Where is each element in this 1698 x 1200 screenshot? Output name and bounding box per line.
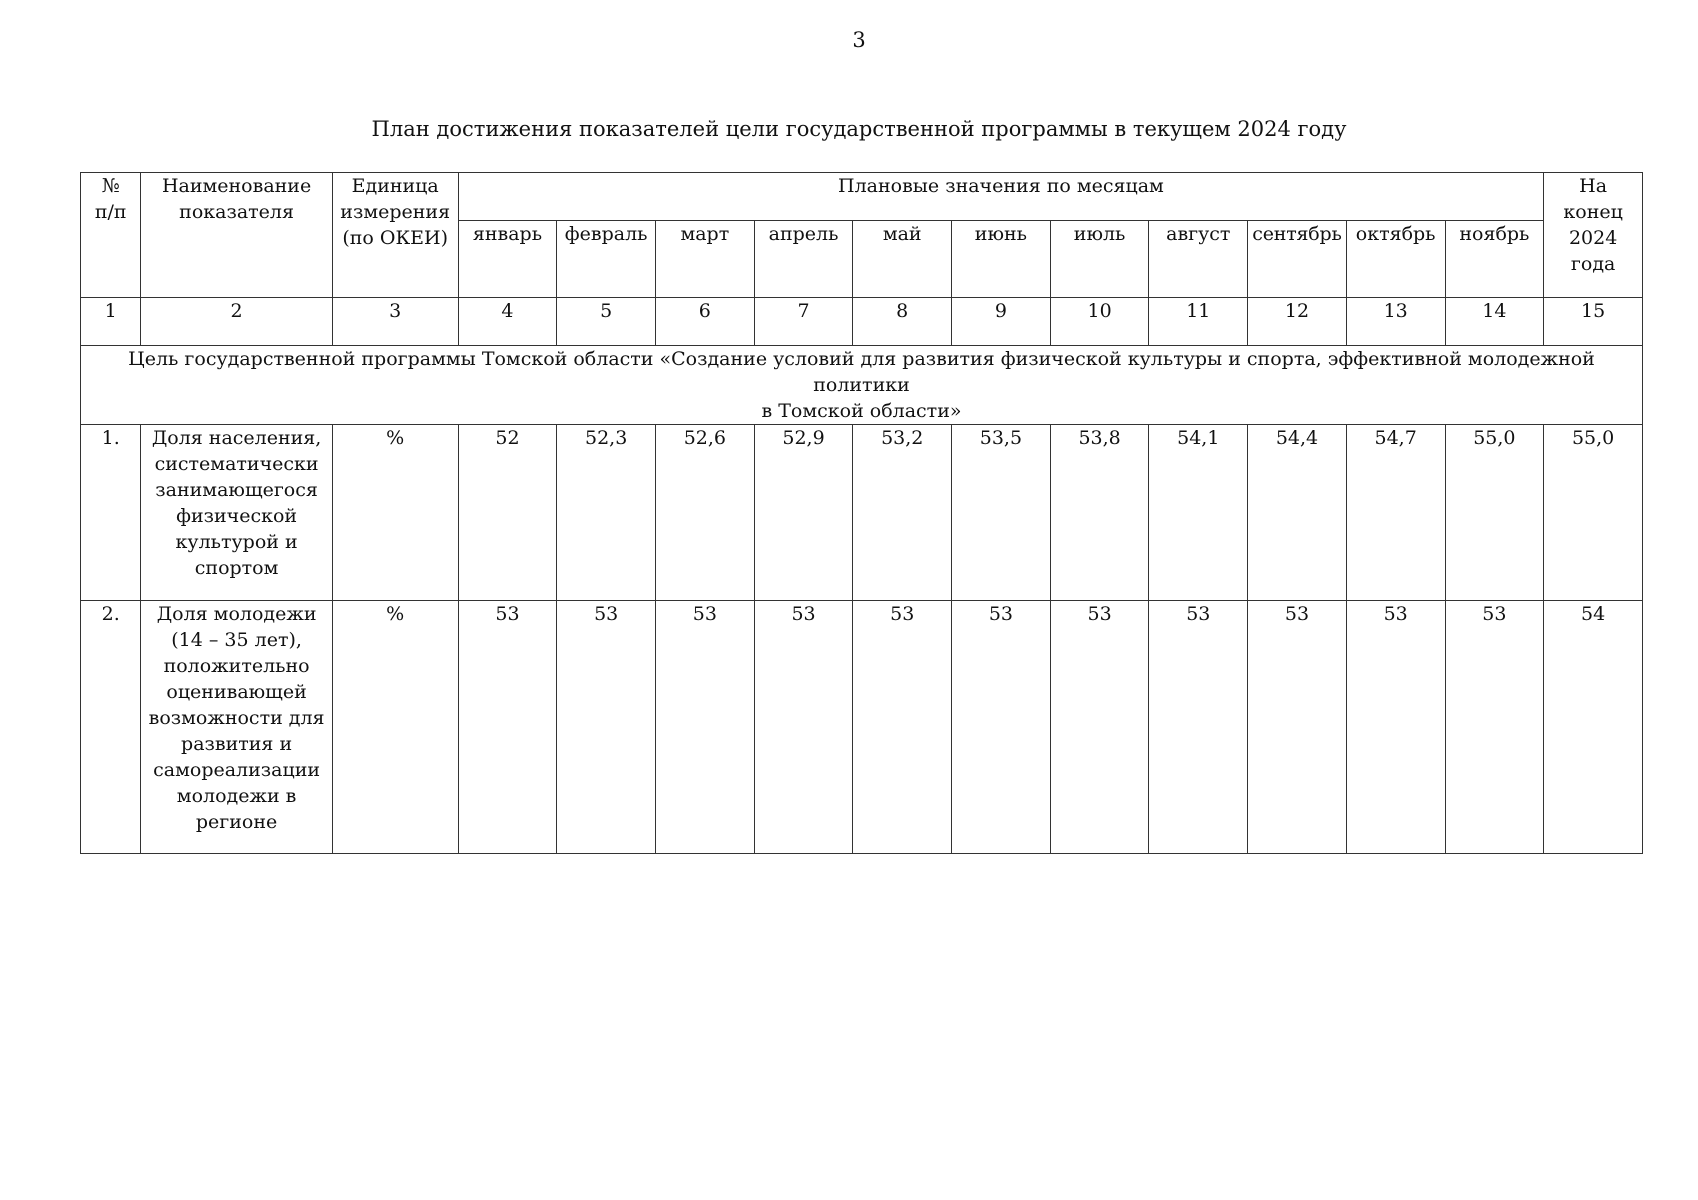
column-number: 8 xyxy=(853,298,952,346)
header-indicator-name: Наименование показателя xyxy=(141,173,332,298)
column-number: 6 xyxy=(656,298,755,346)
column-number: 13 xyxy=(1346,298,1445,346)
month-value: 54,4 xyxy=(1248,425,1347,601)
header-month: январь xyxy=(458,221,557,298)
program-goal-line2: в Томской области» xyxy=(761,400,962,422)
header-month: май xyxy=(853,221,952,298)
indicator-plan-table xyxy=(80,172,1643,854)
indicator-name-line: самореализации xyxy=(153,759,321,781)
month-value: 53 xyxy=(754,601,853,854)
indicator-row xyxy=(81,601,1643,854)
header-number-line2: п/п xyxy=(94,201,127,223)
header-month: март xyxy=(656,221,755,298)
month-value: 53 xyxy=(656,601,755,854)
indicator-name-line: Доля молодежи xyxy=(156,603,317,625)
column-number: 1 xyxy=(81,298,141,346)
month-value: 53 xyxy=(853,601,952,854)
header-month: сентябрь xyxy=(1248,221,1347,298)
header-year-end-line4: года xyxy=(1570,253,1616,275)
indicator-name-line: регионе xyxy=(195,811,278,833)
month-value: 53,2 xyxy=(853,425,952,601)
program-goal-cell xyxy=(81,346,1643,425)
month-value: 55,0 xyxy=(1445,425,1544,601)
indicator-row xyxy=(81,425,1643,601)
table-header-row xyxy=(81,173,1643,221)
column-number: 12 xyxy=(1248,298,1347,346)
month-value: 53 xyxy=(1346,601,1445,854)
program-goal-row xyxy=(81,346,1643,425)
column-number-row xyxy=(81,298,1643,346)
column-number: 15 xyxy=(1544,298,1643,346)
header-unit: Единица измерения (по ОКЕИ) xyxy=(332,173,458,298)
indicator-name-line: развития и xyxy=(181,733,293,755)
page-number: 3 xyxy=(852,28,866,52)
indicator-unit: % xyxy=(332,601,458,854)
header-number xyxy=(81,173,141,298)
column-number: 9 xyxy=(952,298,1051,346)
month-value: 54,7 xyxy=(1346,425,1445,601)
indicator-name-line: оценивающей xyxy=(166,681,307,703)
header-month: ноябрь xyxy=(1445,221,1544,298)
month-value: 53,5 xyxy=(952,425,1051,601)
indicator-name-line: занимающегося xyxy=(155,479,318,501)
header-month: апрель xyxy=(754,221,853,298)
column-number: 5 xyxy=(557,298,656,346)
header-month: июнь xyxy=(952,221,1051,298)
month-value: 52,9 xyxy=(754,425,853,601)
month-value: 53,8 xyxy=(1050,425,1149,601)
indicator-name-line: спортом xyxy=(194,557,279,579)
month-value: 53 xyxy=(1445,601,1544,854)
program-goal-line1: Цель государственной программы Томской области «Создание условий для развития физической культуры и спорта, эффективной молодежной политики xyxy=(128,348,1595,396)
indicator-number: 2. xyxy=(81,601,141,854)
indicator-name-line: возможности для xyxy=(148,707,325,729)
header-number-line1: № xyxy=(101,175,120,197)
month-value: 52,3 xyxy=(557,425,656,601)
month-value: 53 xyxy=(1248,601,1347,854)
indicator-name xyxy=(141,425,332,601)
document-title: План достижения показателей цели государственной программы в текущем 2024 году xyxy=(371,117,1347,141)
column-number: 14 xyxy=(1445,298,1544,346)
year-end-value: 54 xyxy=(1544,601,1643,854)
header-year-end-line3: 2024 xyxy=(1568,227,1618,249)
header-month: август xyxy=(1149,221,1248,298)
column-number: 4 xyxy=(458,298,557,346)
indicator-name-line: Доля населения, xyxy=(151,427,322,449)
month-value: 53 xyxy=(1050,601,1149,854)
header-plan-values: Плановые значения по месяцам xyxy=(458,173,1544,221)
column-number: 2 xyxy=(141,298,332,346)
column-number: 7 xyxy=(754,298,853,346)
indicator-number: 1. xyxy=(81,425,141,601)
month-value: 54,1 xyxy=(1149,425,1248,601)
indicator-name-line: положительно xyxy=(163,655,310,677)
indicator-name-line: молодежи в xyxy=(176,785,297,807)
month-value: 53 xyxy=(952,601,1051,854)
column-number: 11 xyxy=(1149,298,1248,346)
month-value: 52,6 xyxy=(656,425,755,601)
header-month: февраль xyxy=(557,221,656,298)
column-number: 3 xyxy=(332,298,458,346)
indicator-name-line: (14 – 35 лет), xyxy=(171,629,302,651)
month-value: 53 xyxy=(1149,601,1248,854)
indicator-name-line: систематически xyxy=(154,453,319,475)
month-value: 52 xyxy=(458,425,557,601)
indicator-unit: % xyxy=(332,425,458,601)
month-value: 53 xyxy=(557,601,656,854)
month-value: 53 xyxy=(458,601,557,854)
header-year-end xyxy=(1544,173,1643,298)
year-end-value: 55,0 xyxy=(1544,425,1643,601)
header-year-end-line2: конец xyxy=(1563,201,1623,223)
header-month: октябрь xyxy=(1346,221,1445,298)
indicator-name xyxy=(141,601,332,854)
column-number: 10 xyxy=(1050,298,1149,346)
header-month: июль xyxy=(1050,221,1149,298)
indicator-name-line: культурой и xyxy=(175,531,298,553)
header-year-end-line1: На xyxy=(1579,175,1608,197)
indicator-name-line: физической xyxy=(176,505,298,527)
